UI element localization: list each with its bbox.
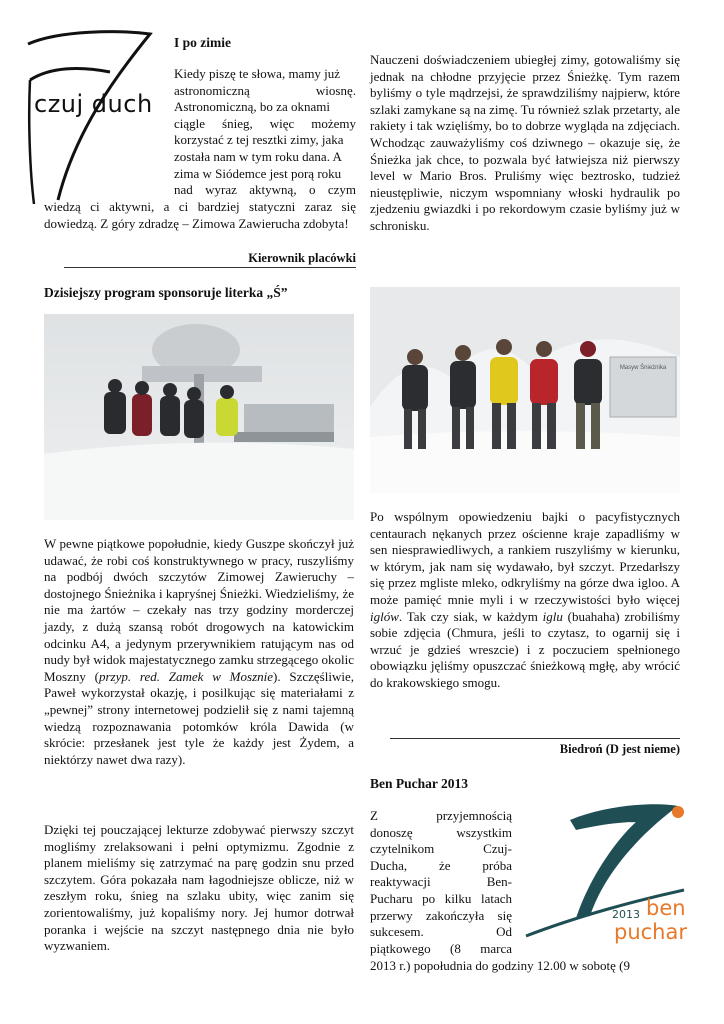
text-line: reaktywacji Ben- xyxy=(370,874,512,890)
ben-puchar-logo xyxy=(518,798,688,948)
article2-signature: Biedroń (D jest nieme) xyxy=(559,742,680,756)
sign-text: Masyw Śnieżnika xyxy=(619,365,667,371)
text-line: korzystać z tej resztki zimy, jaka xyxy=(174,132,344,148)
logo-label: czuj duch xyxy=(34,90,153,118)
emphasis: iglów xyxy=(370,608,399,624)
text: W pewne piątkowe popołudnie, kiedy Guszpe skończył już udawać, że robi coś konstruktywnego w pracy, ruszyliśmy na podbój dwóch szczytów Zimowej Zawieruchy – dostojnego Śnieżnika i kapryśnej Śnieżki. Wiedzieliśmy, że nie ma żartów – czekały nas trzy godziny morderczej jazdy, z dużą szansą robót drogowych na katowickim odcinku A4, a jedynym przerywnikiem ratującym nas od nudy był widok majestatycznego zamku strzegącego okolic Moszny ( xyxy=(44,536,354,684)
text-line: Kiedy piszę te słowa, mamy już xyxy=(174,66,341,81)
text: ). Szczęśliwie, Paweł wykorzystał okazję, i posilkując się materiałami z „pewnej” strony internetowej podzielił się z nami tajemną wiedzą rozpoznawania potomków króla Dawida (w skrócie: przesłanek jest tyle że każdy jest Żydem, a niektórzy nawet dwa razy). xyxy=(44,668,354,767)
text-line: sukcesem. Od xyxy=(370,924,512,940)
article1-title: I po zimie xyxy=(174,35,231,50)
emphasis: iglu xyxy=(542,608,563,624)
photo-group-snow xyxy=(370,287,680,493)
editor-note: przyp. red. Zamek w Mosznie xyxy=(99,668,274,684)
logo-word-ben: ben xyxy=(646,896,686,920)
text-line: Astronomiczną, bo za oknami xyxy=(174,99,330,115)
article2-paragraph4 xyxy=(370,509,680,692)
text-line: astronomiczną wiosnę. xyxy=(174,82,356,98)
divider xyxy=(64,267,356,268)
article3-side-text xyxy=(370,808,512,957)
photo-snieznik-summit xyxy=(44,314,354,520)
logo-word-puchar: puchar xyxy=(614,920,687,944)
text: . Tak czy siak, w każdym xyxy=(398,608,543,624)
text-line: donoszę wszystkim xyxy=(370,824,512,840)
text-line: przerwy zakończyła się xyxy=(370,907,512,923)
article2-paragraph2: Dzięki tej pouczającej lekturze zdobywać pierwszy szczyt mogliśmy zrelaksowani i pełni optymizmu. Zgodnie z planem mieliśmy się zatrzymać na parę godzin snu przed szczytem. Góra pokazała nam łagodniejsze oblicze, niż w zeszłym roku, śnieg na szlaku ubity, więc zanim się zorientowaliśmy, już kopaliśmy nory. Jej humor dotrwał poranka i wejście na szczyt następnego dnia nie było wyzwaniem. xyxy=(44,822,354,954)
divider xyxy=(390,738,680,739)
text-line: nad wyraz aktywną, o czym xyxy=(174,182,356,198)
text-line: została nam w tym roku dana. A xyxy=(174,148,342,164)
text-line: Pucharu po kilku latach xyxy=(370,890,512,906)
logo-year: 2013 xyxy=(612,908,640,921)
article2-paragraph3: Nauczeni doświadczeniem ubiegłej zimy, gotowaliśmy się jednak na chłodne przyjęcie przez Śnieżkę. Tym razem byliśmy o tyle mądrzejsi, że sprawdziliśmy najpierw, które szlaki zamykane są na zimę. Tu również szlak przetarty, ale rakiety i tak wzięliśmy, bo to dobrze wygląda na zdjęciach. Wchodząc zauważyliśmy coś dziwnego – okazuje się, że Śnieżka jak chce, to pozwala być łatwiejsza niż pierwszy level w Mario Bros. Pruliśmy więc beztrosko, tudzież nieustępliwie, niczym wspomniany włoski hydraulik po zjedzeniu gwiazdki i po rekordowym czasie byliśmy już w schronisku. xyxy=(370,52,680,233)
article3-title: Ben Puchar 2013 xyxy=(370,776,469,791)
article1-text: wiedzą ci aktywni, a ci bardziej statyczni zaraz się dowiedzą. Z góry zdradzę – Zimowa Zawierucha zdobyta! xyxy=(44,199,356,231)
article2-paragraph1 xyxy=(44,536,354,768)
text-line: czytelnikom Czuj- xyxy=(370,841,512,857)
text-line: Z przyjemnością xyxy=(370,808,512,823)
article1-signature: Kierownik placówki xyxy=(248,251,356,265)
article3-continuation: 2013 r.) popołudnia do godziny 12.00 w sobotę (9 xyxy=(370,958,630,973)
czuj-duch-logo xyxy=(20,22,165,207)
article1-side-text xyxy=(174,66,356,199)
text-line: ciągle śnieg, więc możemy xyxy=(174,115,356,131)
text-line: piątkowego (8 marca xyxy=(370,940,512,956)
text-line: Ducha, że próba xyxy=(370,857,512,873)
text-line: zima w Siódemce jest porą roku xyxy=(174,165,342,181)
text: (buahaha) zrobiliśmy sobie zdjęcia (Chmura, jeśli to czytasz, to ogarnij się i wrzuć je gdzieś wreszcie) i z poczuciem spełnionego obowiązku jęliśmy opuszczać śnieżkową mgłę, aby wrócić do krakowskiego smogu. xyxy=(370,608,680,690)
article2-title: Dzisiejszy program sponsoruje literka „Ś” xyxy=(44,285,288,300)
text: Po wspólnym opowiedzeniu bajki o pacyfistycznych centaurach nękanych przez ościenne kraje zapadliśmy w sen niesprawiedliwych, a rankiem ruszyliśmy w kierunku, w którym, jak nam się wydawało, był szczyt. Przedarłszy się przez mgliste mleko, odkryliśmy na górze dwa igloo. A może pamięć mnie myli i w rzeczywistości było więcej xyxy=(370,509,680,607)
